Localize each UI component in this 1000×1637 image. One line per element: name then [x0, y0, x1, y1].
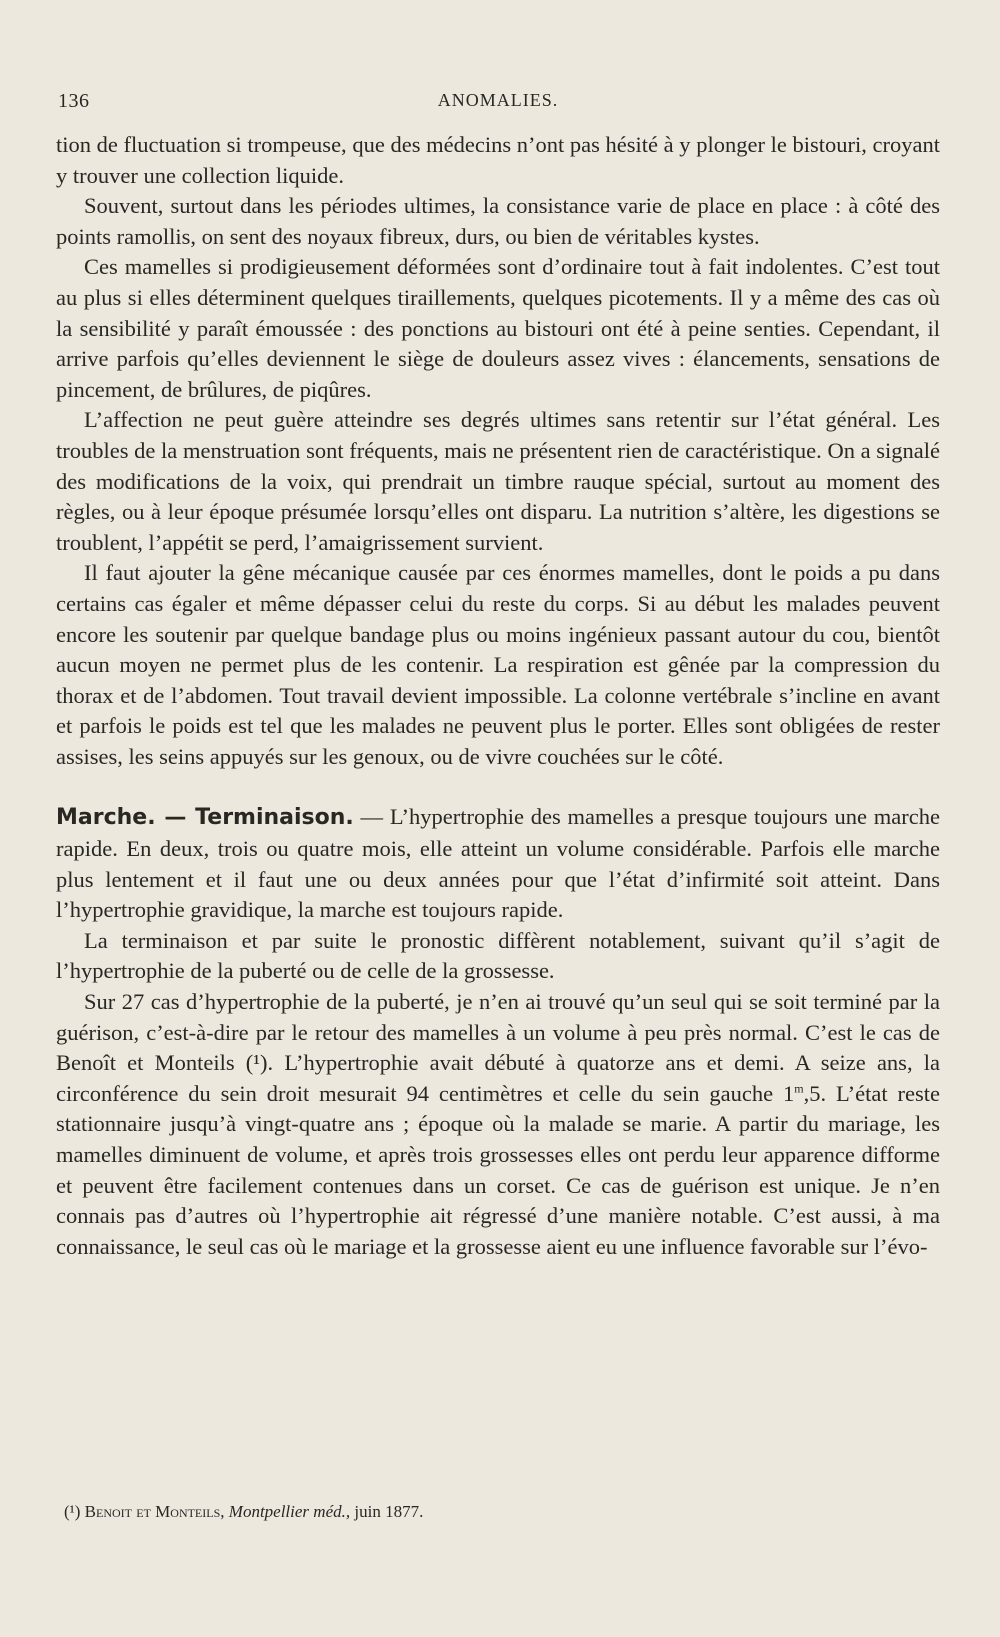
section-heading: Marche. — Terminaison.	[56, 805, 354, 831]
paragraph: tion de fluctuation si trompeuse, que des médecins n’ont pas hésité à y plonger le bistouri, croyant y trouver une collection liquide.	[56, 132, 940, 188]
footnote-date: juin 1877.	[354, 1502, 424, 1521]
section-lead-text: — L’hypertrophie des mamelles a presque toujours une marche rapide. En deux, trois ou quatre mois, elle atteint un volume considérable. Parfois elle marche plus lentement et il faut une ou deux années pour que l’état d’infirmité soit atteint. Dans l’hypertrophie gravidique, la marche est toujours rapide.	[56, 804, 940, 923]
section-paragraph	[56, 802, 940, 925]
paragraph: Il faut ajouter la gêne mécanique causée par ces énormes mamelles, dont le poids a pu dans certains cas égaler et même dépasser celui du reste du corps. Si au début les malades peuvent encore les soutenir par quelque bandage plus ou moins ingénieux passant autour du cou, bientôt aucun moyen ne permet plus de les contenir. La respiration est gênée par la compression du thorax et de l’abdomen. Tout travail devient impossible. La colonne vertébrale s’incline en avant et parfois le poids est tel que les malades ne peuvent plus le porter. Elles sont obligées de rester assises, les seins appuyés sur les genoux, ou de vivre couchées sur le côté.	[56, 560, 940, 769]
section-spacer	[56, 772, 940, 802]
paragraph: Ces mamelles si prodigieusement déformées sont d’ordinaire tout à fait indolentes. C’est tout au plus si elles déterminent quelques tiraillements, quelques picotements. Il y a même des cas où la sensibilité y paraît émoussée : des ponctions au bistouri ont été à peine senties. Cependant, il arrive parfois qu’elles deviennent le siège de douleurs assez vives : élancements, sensations de pincement, de brûlures, de piqûres.	[56, 254, 940, 402]
paragraph-text: ,5. L’état reste stationnaire jusqu’à vingt-quatre ans ; époque où la malade se marie. A partir du mariage, les mamelles diminuent de volume, et après trois grossesses elles ont perdu leur apparence difforme et peuvent être facilement contenues dans un corset. Ce cas de guérison est unique. Je n’en connais pas d’autres où l’hypertrophie ait régressé d’une manière notable. C’est aussi, à ma connaissance, le seul cas où le mariage et la grossesse aient eu une influence favorable sur l’évo-	[56, 1080, 941, 1259]
footnote-marker: (¹)	[64, 1502, 81, 1521]
page-number: 136	[58, 90, 90, 112]
running-head	[58, 90, 938, 120]
paragraph: La terminaison et par suite le pronostic diffèrent notablement, suivant qu’il s’agit de l’hypertrophie de la puberté ou de celle de la grossesse.	[56, 927, 940, 984]
unit-superscript: m	[794, 1081, 804, 1096]
body-text	[56, 130, 940, 1262]
paragraph-text: . L’hypertrophie avait débuté à quatorze ans et demi. A seize ans, la circonférence du sein droit mesurait 94 centimètres et celle du sein gauche 1	[56, 1050, 940, 1106]
footnote-ref[interactable]: (¹)	[245, 1050, 268, 1076]
footnote-authors: Benoit et Monteils,	[84, 1502, 225, 1521]
paragraph	[56, 987, 940, 1262]
paragraph: L’affection ne peut guère atteindre ses degrés ultimes sans retentir sur l’état général. Les troubles de la menstruation sont fréquents, mais ne présentent rien de caractéristique. On a signalé des modifications de la voix, qui prendrait un timbre rauque spécial, surtout au moment des règles, ou à leur époque présumée lorsqu’elles ont disparu. La nutrition s’altère, les digestions se troublent, l’appétit se perd, l’amaigrissement survient.	[56, 407, 940, 555]
footnote	[64, 1500, 944, 1524]
paragraph-text: Sur 27 cas d’hypertrophie de la puberté, je n’en ai trouvé qu’un seul qui se soit terminé par la guérison, c’est-à-dire par le retour des mamelles à un volume à peu près normal. C’est le cas de Benoît et Monteils	[56, 989, 940, 1076]
running-title: ANOMALIES.	[437, 90, 559, 110]
paragraph: Souvent, surtout dans les périodes ultimes, la consistance varie de place en place : à côté des points ramollis, on sent des noyaux fibreux, durs, ou bien de véritables kystes.	[56, 193, 940, 249]
footnote-journal: Montpellier méd.,	[228, 1502, 351, 1521]
